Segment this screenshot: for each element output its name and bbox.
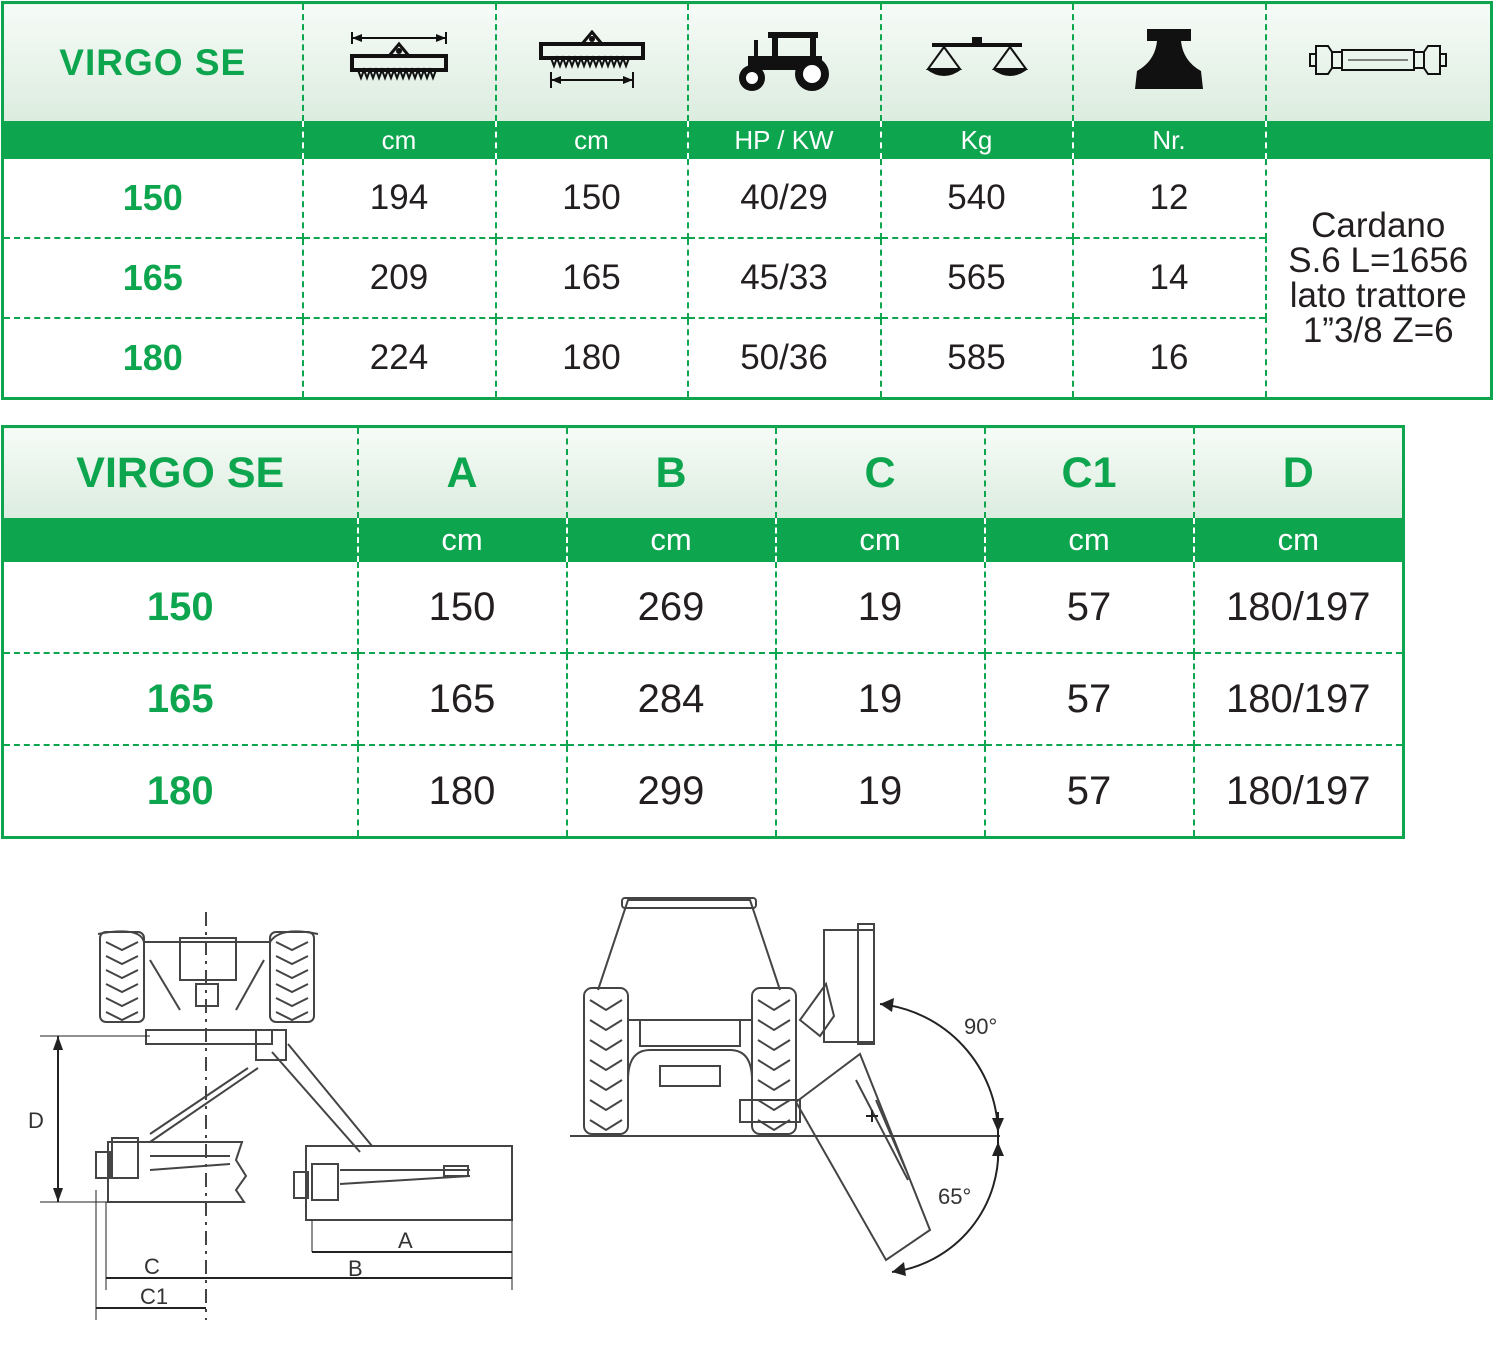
dimension-label: B bbox=[348, 1256, 363, 1281]
cardano-note bbox=[1266, 159, 1492, 399]
unit-cell-blank bbox=[3, 121, 303, 159]
table-cell: 40/29 bbox=[688, 159, 881, 238]
dimension-label: D bbox=[28, 1108, 44, 1133]
model-cell: 165 bbox=[3, 238, 303, 318]
table-cell: 180/197 bbox=[1194, 745, 1404, 838]
table-title: VIRGO SE bbox=[3, 427, 358, 519]
table-cell: 299 bbox=[567, 745, 776, 838]
table-cell: 19 bbox=[776, 745, 985, 838]
table-cell: 180 bbox=[358, 745, 567, 838]
rear-view-diagram bbox=[570, 898, 1000, 1260]
model-cell: 150 bbox=[122, 177, 183, 218]
cardano-line: 1”3/8 Z=6 bbox=[1302, 311, 1454, 350]
table-cell: 194 bbox=[303, 159, 496, 238]
table-cell: 150 bbox=[358, 562, 567, 653]
unit-cell: Kg bbox=[881, 121, 1073, 159]
unit-cell: Nr. bbox=[1073, 121, 1266, 159]
table-cell: 585 bbox=[881, 318, 1073, 399]
dimension-diagrams bbox=[0, 880, 1494, 1350]
table-cell: 57 bbox=[985, 745, 1194, 838]
spec-table-dimensions bbox=[1, 425, 1405, 839]
working-width-icon bbox=[496, 3, 688, 122]
table-row bbox=[3, 159, 1492, 238]
angle-label: 65° bbox=[938, 1184, 972, 1209]
table-row bbox=[3, 562, 1404, 653]
table-title: VIRGO SE bbox=[3, 3, 303, 122]
hammer-icon bbox=[1073, 3, 1266, 122]
model-cell: 180 bbox=[3, 318, 303, 399]
table-cell: 19 bbox=[776, 653, 985, 745]
table-cell: 224 bbox=[303, 318, 496, 399]
cardano-line: lato trattore bbox=[1289, 276, 1467, 315]
spec-table-general bbox=[1, 1, 1493, 400]
table-row bbox=[3, 653, 1404, 745]
table-cell: 180/197 bbox=[1194, 653, 1404, 745]
table-cell: 180/197 bbox=[1194, 562, 1404, 653]
unit-cell: cm bbox=[303, 121, 496, 159]
tractor-icon bbox=[688, 3, 881, 122]
column-header: A bbox=[358, 427, 567, 519]
table-cell: 565 bbox=[881, 238, 1073, 318]
table-cell: 209 bbox=[303, 238, 496, 318]
column-header: C bbox=[776, 427, 985, 519]
unit-cell: cm bbox=[985, 518, 1194, 562]
unit-cell-blank bbox=[1266, 121, 1492, 159]
dimension-label: C1 bbox=[140, 1284, 169, 1309]
column-header: B bbox=[567, 427, 776, 519]
table-cell: 12 bbox=[1073, 159, 1266, 238]
cardano-line: Cardano bbox=[1311, 206, 1446, 245]
table-cell: 180 bbox=[496, 318, 688, 399]
table-cell: 284 bbox=[567, 653, 776, 745]
table-row bbox=[3, 745, 1404, 838]
table-cell: 16 bbox=[1073, 318, 1266, 399]
table-cell: 165 bbox=[358, 653, 567, 745]
unit-cell: cm bbox=[776, 518, 985, 562]
angle-label: 90° bbox=[964, 1014, 998, 1039]
scale-icon bbox=[881, 3, 1073, 122]
column-header: D bbox=[1194, 427, 1404, 519]
unit-cell: cm bbox=[1194, 518, 1404, 562]
pto-shaft-icon bbox=[1266, 3, 1492, 122]
table-cell: 540 bbox=[881, 159, 1073, 238]
model-cell: 180 bbox=[3, 745, 358, 838]
dimension-label: C bbox=[144, 1254, 160, 1279]
dimension-label: A bbox=[398, 1228, 413, 1253]
column-header: C1 bbox=[985, 427, 1194, 519]
table-cell: 57 bbox=[985, 562, 1194, 653]
cardano-line: S.6 L=1656 bbox=[1288, 241, 1469, 280]
unit-cell: cm bbox=[358, 518, 567, 562]
table-cell: 50/36 bbox=[688, 318, 881, 399]
table-cell: 14 bbox=[1073, 238, 1266, 318]
unit-cell: cm bbox=[496, 121, 688, 159]
table-cell: 150 bbox=[496, 159, 688, 238]
overall-width-icon bbox=[303, 3, 496, 122]
unit-cell-blank bbox=[3, 518, 358, 562]
unit-cell: cm bbox=[567, 518, 776, 562]
table-cell: 269 bbox=[567, 562, 776, 653]
table-cell: 45/33 bbox=[688, 238, 881, 318]
model-cell: 150 bbox=[146, 584, 214, 629]
table-cell: 165 bbox=[496, 238, 688, 318]
unit-cell: HP / KW bbox=[688, 121, 881, 159]
model-cell: 165 bbox=[3, 653, 358, 745]
table-cell: 19 bbox=[776, 562, 985, 653]
table-cell: 57 bbox=[985, 653, 1194, 745]
top-view-diagram bbox=[40, 912, 512, 1320]
